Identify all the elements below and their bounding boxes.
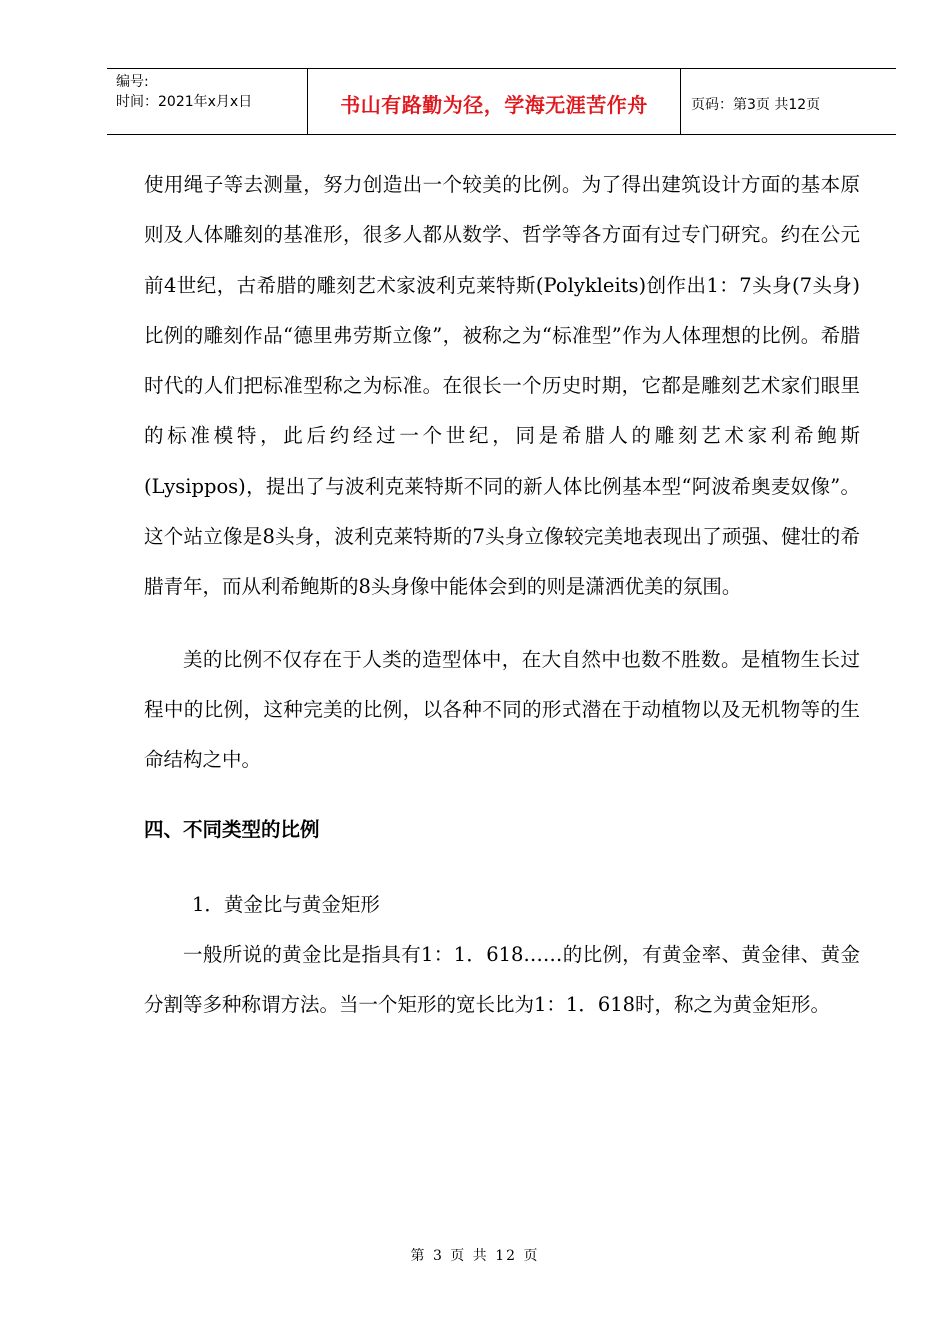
header-motto-cell bbox=[308, 69, 681, 134]
page-info: 页码：第3页 共12页 bbox=[691, 96, 821, 113]
page-header bbox=[107, 68, 896, 135]
page-footer bbox=[0, 1245, 950, 1265]
motto-text: 书山有路勤为径，学海无涯苦作舟 bbox=[340, 93, 648, 117]
subsection-paragraph: 一般所说的黄金比是指具有1：1．618……的比例，有黄金率、黄金律、黄金分割等多种称谓方法。当一个矩形的宽长比为1：1．618时，称之为黄金矩形。 bbox=[144, 943, 860, 1017]
document-body bbox=[144, 160, 860, 1031]
paragraph-2: 美的比例不仅存在于人类的造型体中，在大自然中也数不胜数。是植物生长过程中的比例，这种完美的比例，以各种不同的形式潜在于动植物以及无机物等的生命结构之中。 bbox=[144, 647, 860, 772]
section-heading: 四、不同类型的比例 bbox=[144, 817, 320, 841]
number-label: 编号: bbox=[116, 74, 149, 90]
header-page-cell bbox=[681, 69, 896, 134]
subsection-heading: 1．黄金比与黄金矩形 bbox=[192, 892, 380, 916]
footer-page-number: 第 3 页 共 12 页 bbox=[410, 1248, 540, 1264]
header-meta-cell bbox=[107, 69, 308, 134]
time-label: 时间：2021年x月x日 bbox=[116, 94, 253, 110]
paragraph-1: 使用绳子等去测量，努力创造出一个较美的比例。为了得出建筑设计方面的基本原则及人体雕刻的基准形，很多人都从数学、哲学等各方面有过专门研究。约在公元前4世纪，古希腊的雕刻艺术家波利克莱特斯(Polykleits)创作出1：7头身(7头身)比例的雕刻作品“德里弗劳斯立像”，被称之为“标准型”作为人体理想的比例。希腊时代的人们把标准型称之为标准。在很长一个历史时期，它都是雕刻艺术家们眼里的标准模特，此后约经过一个世纪，同是希腊人的雕刻艺术家利希鲍斯(Lysippos)，提出了与波利克莱特斯不同的新人体比例基本型“阿波希奥麦奴像”。这个站立像是8头身，波利克莱特斯的7头身立像较完美地表现出了顽强、健壮的希腊青年，而从利希鲍斯的8头身像中能体会到的则是潇洒优美的氛围。 bbox=[144, 173, 860, 599]
